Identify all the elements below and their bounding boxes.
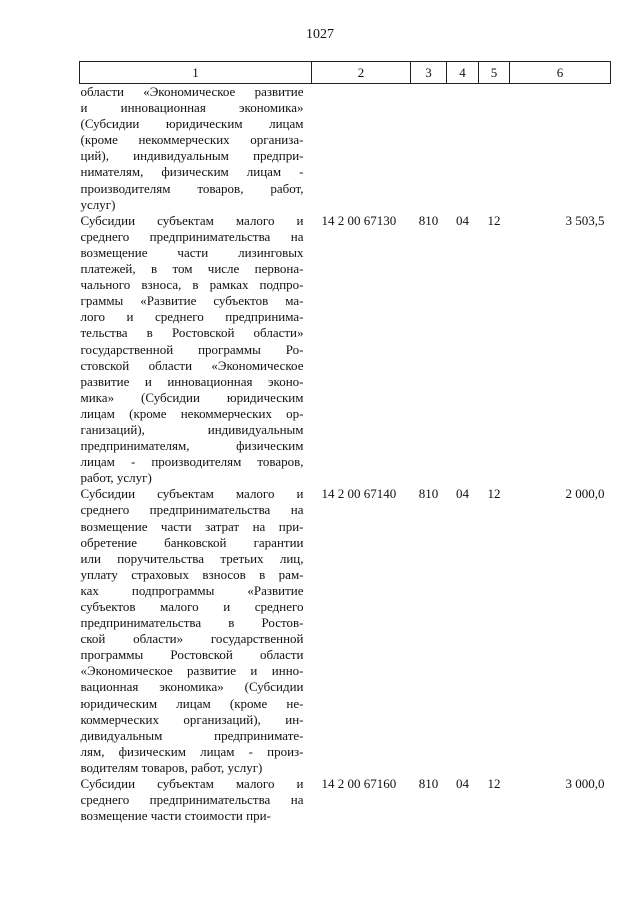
- name-line: области «Экономическое развитие: [80, 84, 304, 99]
- name-line: развитие и инновационная эконо-: [80, 373, 304, 389]
- name-line: тельства в Ростовской области»: [80, 325, 304, 341]
- table-row: [80, 213, 611, 487]
- header-col-2: 2: [312, 62, 411, 84]
- page-number: 1027: [306, 27, 334, 42]
- header-row: [80, 62, 611, 84]
- name-line: (Субсидии юридическим лицам: [80, 116, 304, 132]
- name-line: Субсидии субъектам малого и: [80, 776, 304, 792]
- table-row: [80, 776, 611, 824]
- name-line: Субсидии субъектам малого и: [80, 212, 304, 228]
- row-amount-cell: [510, 84, 611, 213]
- header-col-3: 3: [411, 62, 447, 84]
- name-line: и инновационная экономика»: [80, 100, 304, 116]
- row-pr-cell: 12: [487, 212, 501, 228]
- row-amount-cell: 3 503,5: [565, 212, 605, 228]
- name-line: мика» (Субсидии юридическим: [80, 389, 304, 405]
- row-vr-cell: 810: [418, 776, 439, 792]
- name-line: лицам (кроме некоммерческих ор-: [80, 405, 304, 421]
- name-line: ганизаций), индивидуальным: [80, 421, 304, 437]
- name-line: дивидуальным предпринимате-: [80, 727, 304, 743]
- name-line: платежей, в том числе первона-: [80, 261, 304, 277]
- name-line: возмещение части лизинговых: [80, 244, 304, 260]
- row-name-cell: [80, 486, 312, 776]
- name-line: «Экономическое развитие и инно-: [80, 663, 304, 679]
- row-vr-cell: 810: [418, 486, 439, 502]
- name-line: предпринимателям, физическим: [80, 438, 304, 454]
- row-code-cell: 14 2 00 67160: [321, 776, 397, 792]
- header-col-6: 6: [510, 62, 611, 84]
- name-line: субъектов малого и среднего: [80, 599, 304, 614]
- row-vr-cell: [411, 84, 447, 213]
- name-line: среднего предпринимательства на: [80, 792, 304, 808]
- row-vr-cell: 810: [418, 212, 439, 228]
- row-amount-cell: 3 000,0: [565, 776, 605, 792]
- name-line: услуг): [80, 196, 116, 212]
- name-line: или поручительства третьих лиц,: [80, 550, 304, 566]
- row-code-cell: 14 2 00 67130: [321, 212, 397, 228]
- name-line: работ, услуг): [80, 470, 152, 486]
- row-amount-cell: 2 000,0: [565, 486, 605, 502]
- name-line: государственной программы Ро-: [80, 341, 304, 357]
- name-line: лям, физическим лицам - произ-: [80, 743, 304, 759]
- name-line: граммы «Развитие субъектов ма-: [80, 293, 304, 309]
- row-rz-cell: 04: [456, 486, 469, 502]
- row-rz-cell: [447, 84, 479, 213]
- name-line: среднего предпринимательства на: [80, 502, 304, 518]
- row-name-cell: [80, 213, 312, 487]
- row-name-cell: [80, 776, 312, 824]
- name-line: ций), индивидуальным предпри-: [80, 148, 304, 164]
- name-line: производителям товаров, работ,: [80, 180, 304, 196]
- row-name-cell: [80, 84, 312, 213]
- name-line: (кроме некоммерческих организа-: [80, 132, 304, 148]
- row-rz-cell: 04: [456, 776, 469, 792]
- row-pr-cell: 12: [487, 776, 501, 792]
- row-code-cell: 14 2 00 67140: [321, 486, 397, 502]
- name-line: возмещение части затрат на при-: [80, 518, 304, 534]
- row-code-cell: [312, 84, 411, 213]
- name-line: чального взноса, в рамках подпро-: [80, 277, 304, 293]
- name-line: возмещение части стоимости при-: [80, 808, 271, 824]
- name-line: вационная экономика» (Субсидии: [80, 679, 304, 695]
- table-row: [80, 486, 611, 776]
- header-col-1: 1: [80, 62, 312, 84]
- name-line: водителям товаров, работ, услуг): [80, 759, 263, 775]
- name-line: лого и среднего предпринима-: [80, 309, 304, 325]
- name-line: юридическим лицам (кроме не-: [80, 695, 304, 711]
- header-col-4: 4: [447, 62, 479, 84]
- row-pr-cell: 12: [487, 486, 501, 502]
- name-line: нимателям, физическим лицам -: [80, 164, 304, 180]
- name-line: предпринимательства в Ростов-: [80, 615, 304, 631]
- name-line: коммерческих организаций), ин-: [80, 711, 304, 727]
- row-rz-cell: 04: [456, 212, 469, 228]
- name-line: лицам - производителям товаров,: [80, 454, 304, 470]
- name-line: ской области» государственной: [80, 631, 304, 647]
- name-line: программы Ростовской области: [80, 647, 304, 663]
- header-col-5: 5: [479, 62, 510, 84]
- name-line: стовской области «Экономическое: [80, 357, 304, 373]
- table-row: [80, 84, 611, 213]
- name-line: обретение банковской гарантии: [80, 534, 304, 550]
- name-line: ках подпрограммы «Развитие: [80, 582, 304, 598]
- name-line: Субсидии субъектам малого и: [80, 486, 304, 502]
- budget-table: [79, 61, 611, 824]
- row-pr-cell: [479, 84, 510, 213]
- name-line: уплату страховых взносов в рам-: [80, 566, 304, 582]
- name-line: среднего предпринимательства на: [80, 228, 304, 244]
